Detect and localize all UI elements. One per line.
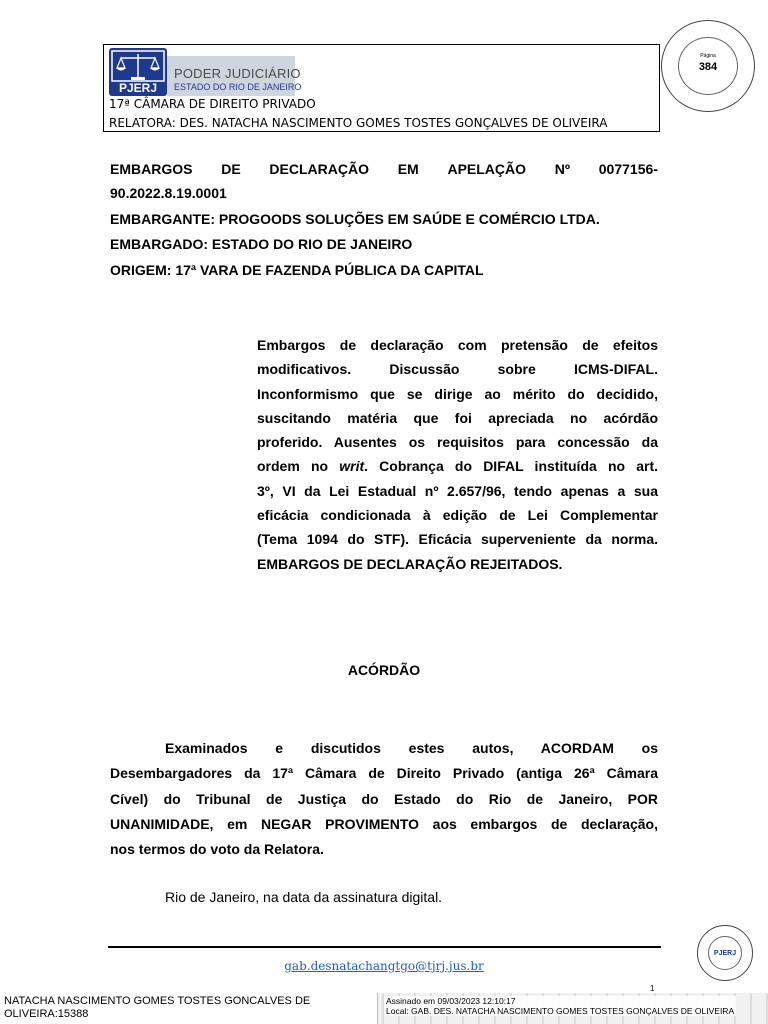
footer-page-mark: 1	[650, 984, 655, 993]
embargado: EMBARGADO: ESTADO DO RIO DE JANEIRO	[110, 236, 413, 252]
ementa-line	[257, 454, 658, 478]
acordao-title: ACÓRDÃO	[347, 662, 421, 678]
signature-info	[384, 996, 736, 1016]
ementa	[257, 333, 658, 576]
embargante: EMBARGANTE: PROGOODS SOLUÇÕES EM SAÚDE E COMÉRCIO LTDA.	[110, 211, 600, 227]
footer-divider	[108, 946, 661, 948]
case-word: Nº	[554, 161, 571, 177]
page-seal-label: Página	[700, 53, 716, 59]
acordao-line: UNANIMIDADE, em NEGAR PROVIMENTO aos embargos de declaração,	[110, 815, 658, 832]
signature-location: Local: GAB. DES. NATACHA NASCIMENTO GOMES TOSTES GONÇALVES DE OLIVEIRA	[386, 1006, 735, 1016]
logo-text: PJERJ	[118, 81, 158, 95]
chamber-name: 17ª CÂMARA DE DIREITO PRIVADO	[109, 97, 316, 111]
ementa-line: eficácia condicionada à edição de Lei Complementar	[257, 507, 658, 524]
court-state: ESTADO DO RIO DE JANEIRO	[174, 82, 302, 92]
ementa-line: Embargos de declaração com pretensão de efeitos	[257, 337, 658, 353]
ementa-italic-writ: writ	[339, 458, 365, 475]
acordao-line: Examinados e discutidos estes autos, ACORDAM os	[165, 740, 658, 756]
ementa-line: suscitando matéria que foi apreciada no acórdão	[257, 409, 658, 426]
place-and-date: Rio de Janeiro, na data da assinatura digital.	[165, 889, 443, 905]
case-word: DE	[221, 161, 241, 177]
case-word: EMBARGOS	[110, 161, 193, 177]
ementa-line: (Tema 1094 do STF). Eficácia superveniente da norma.	[257, 531, 658, 548]
signature-timestamp: Assinado em 09/03/2023 12:10:17	[386, 996, 516, 1006]
acordao-line: Desembargadores da 17ª Câmara de Direito Privado (antiga 26ª Câmara	[110, 765, 658, 782]
signer-name-line1: NATACHA NASCIMENTO GOMES TOSTES GONCALVES DE	[4, 995, 311, 1007]
case-title-line1	[110, 157, 658, 181]
case-word: EM	[397, 161, 419, 177]
rapporteur: RELATORA: DES. NATACHA NASCIMENTO GOMES TOSTES GONÇALVES DE OLIVEIRA	[109, 116, 608, 130]
signer-name	[0, 993, 378, 1024]
stamp-text: PJERJ	[713, 950, 737, 957]
ementa-line: EMBARGOS DE DECLARAÇÃO REJEITADOS.	[257, 555, 563, 572]
ementa-line: Inconformismo que se dirige ao mérito do decidido,	[257, 385, 658, 402]
court-name: PODER JUDICIÁRIO	[174, 66, 301, 81]
page-number: 384	[698, 61, 718, 73]
acordao-line: Cível) do Tribunal de Justiça do Estado do Rio de Janeiro, POR	[110, 790, 658, 807]
origem: ORIGEM: 17ª VARA DE FAZENDA PÚBLICA DA CAPITAL	[110, 262, 484, 278]
ementa-text: . Cobrança do DIFAL instituída no art.	[364, 458, 659, 475]
footer-email-link[interactable]: gab.desnatachangtgo@tjrj.jus.br	[284, 959, 484, 973]
case-word: 0077156-	[598, 161, 658, 177]
pjerj-logo	[109, 48, 167, 96]
acordao-paragraph	[110, 736, 658, 862]
case-number: 90.2022.8.19.0001	[110, 185, 227, 201]
case-word: DECLARAÇÃO	[269, 161, 369, 177]
ementa-text: ordem no	[257, 458, 340, 475]
case-word: APELAÇÃO	[447, 161, 527, 177]
ementa-line: modificativos. Discussão sobre ICMS-DIFAL.	[257, 361, 658, 378]
acordao-line: nos termos do voto da Relatora.	[110, 841, 324, 858]
signer-name-line2: OLIVEIRA:15388	[4, 1008, 89, 1020]
ementa-line: 3º, VI da Lei Estadual nº 2.657/96, tendo apenas a sua	[257, 482, 658, 499]
ementa-line: proferido. Ausentes os requisitos para concessão da	[257, 434, 658, 451]
